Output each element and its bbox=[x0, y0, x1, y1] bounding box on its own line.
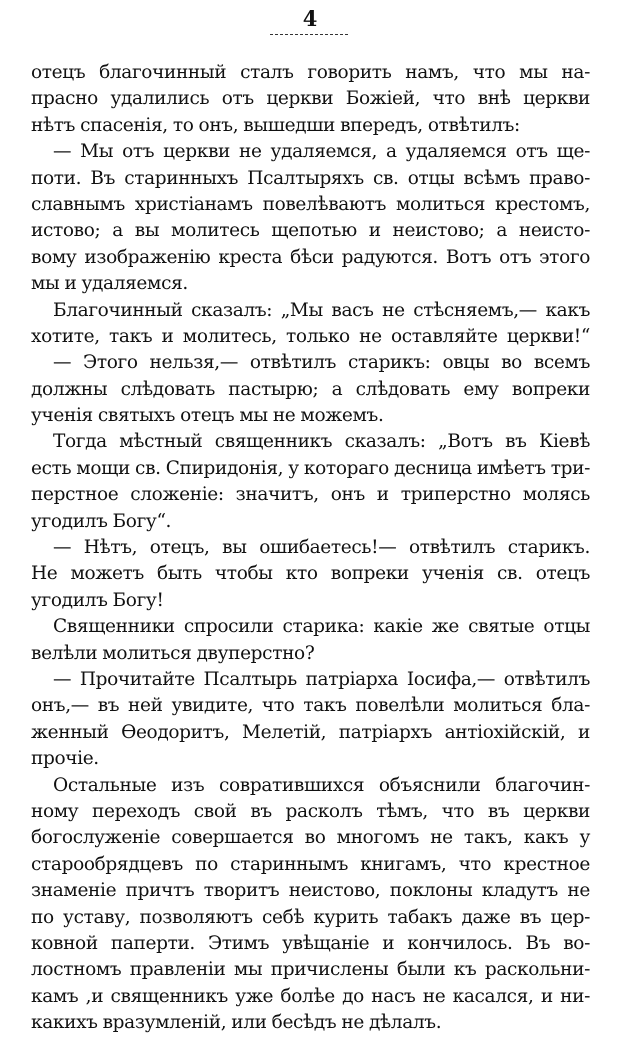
text-line: есть мощи св. Спиридонія, у котораго десница имѣетъ три- bbox=[31, 457, 590, 479]
text-line: перстное сложеніе: значитъ, онъ и триперстно молясь bbox=[31, 484, 590, 506]
text-line: Остальные изъ совратившихся объяснили благочин- bbox=[53, 774, 590, 796]
text-line: старообрядцевъ по стариннымъ книгамъ, что крестное bbox=[31, 853, 590, 875]
text-line: онъ,— въ ней увидите, что такъ повелѣли молиться бла- bbox=[31, 695, 590, 717]
text-line: угодилъ Богу! bbox=[31, 589, 164, 611]
text-line: прочіе. bbox=[31, 748, 99, 770]
text-line: по уставу, позволяютъ себѣ курить табакъ даже въ цер- bbox=[31, 906, 590, 928]
text-line: славнымъ христіанамъ повелѣваютъ молиться крестомъ, bbox=[31, 193, 590, 215]
text-line: ученія святыхъ отецъ мы не можемъ. bbox=[31, 405, 384, 427]
text-line: ковной паперти. Этимъ увѣщаніе и кончилось. Въ во- bbox=[31, 932, 590, 954]
text-line: Священники спросили старика: какіе же святые отцы bbox=[53, 616, 590, 638]
text-line: — Мы отъ церкви не удаляемся, а удаляемся отъ ще- bbox=[53, 141, 590, 163]
text-line: должны слѣдовать пастырю; а слѣдовать ему вопреки bbox=[31, 378, 590, 400]
text-line: вому изображенію креста бѣси радуются. Вотъ отъ этого bbox=[31, 246, 590, 268]
text-line: угодилъ Богу“. bbox=[31, 510, 172, 532]
text-line: — Прочитайте Псалтырь патріарха Іосифа,— отвѣтилъ bbox=[53, 668, 590, 690]
text-line: богослуженіе совершается во многомъ не такъ, какъ у bbox=[31, 827, 590, 849]
text-line: поти. Въ старинныхъ Псалтыряхъ св. отцы всѣмъ право- bbox=[31, 167, 590, 189]
text-line: лостномъ правленіи мы причислены были къ раскольни- bbox=[31, 959, 590, 981]
text-line: хотите, такъ и молитесь, только не оставляйте церкви!“ bbox=[31, 325, 590, 347]
text-line: — Нѣтъ, отецъ, вы ошибаетесь!— отвѣтилъ старикъ. bbox=[53, 537, 590, 559]
text-line: Тогда мѣстный священникъ сказалъ: „Вотъ въ Кіевѣ bbox=[53, 431, 590, 453]
text-line: велѣли молиться двуперстно? bbox=[31, 642, 315, 664]
page-number: 4 bbox=[302, 6, 318, 31]
text-line: Не можетъ быть чтобы кто вопреки ученія св. отецъ bbox=[31, 563, 590, 585]
text-line: прасно удалились отъ церкви Божіей, что внѣ церкви bbox=[31, 88, 590, 110]
text-line: истово; а вы молитесь щепотью и неистово; а неисто- bbox=[31, 220, 590, 242]
text-line: отецъ благочинный сталъ говорить намъ, что мы на- bbox=[31, 62, 590, 83]
text-line: какихъ вразумленій, или бесѣдъ не дѣлалъ. bbox=[31, 1012, 442, 1034]
text-line: — Этого нельзя,— отвѣтилъ старикъ: овцы во всемъ bbox=[53, 352, 590, 374]
text-line: ному переходъ свой въ расколъ тѣмъ, что въ церкви bbox=[31, 800, 590, 822]
text-line: женный Ѳеодоритъ, Мелетій, патріархъ антіохійскій, и bbox=[31, 721, 590, 743]
text-line: знаменіе причтъ творитъ неистово, поклоны кладутъ не bbox=[31, 880, 590, 902]
text-line: Благочинный сказалъ: „Мы васъ не стѣсняемъ,— какъ bbox=[53, 299, 590, 321]
text-line: нѣтъ спасенія, то онъ, вышедши впередъ, отвѣтилъ: bbox=[31, 114, 520, 136]
text-line: мы и удаляемся. bbox=[31, 273, 188, 295]
body-text bbox=[31, 60, 590, 1036]
text-line: камъ ,и священникъ уже болѣе до насъ не касался, и ни- bbox=[31, 985, 590, 1007]
header-rule bbox=[270, 34, 348, 35]
